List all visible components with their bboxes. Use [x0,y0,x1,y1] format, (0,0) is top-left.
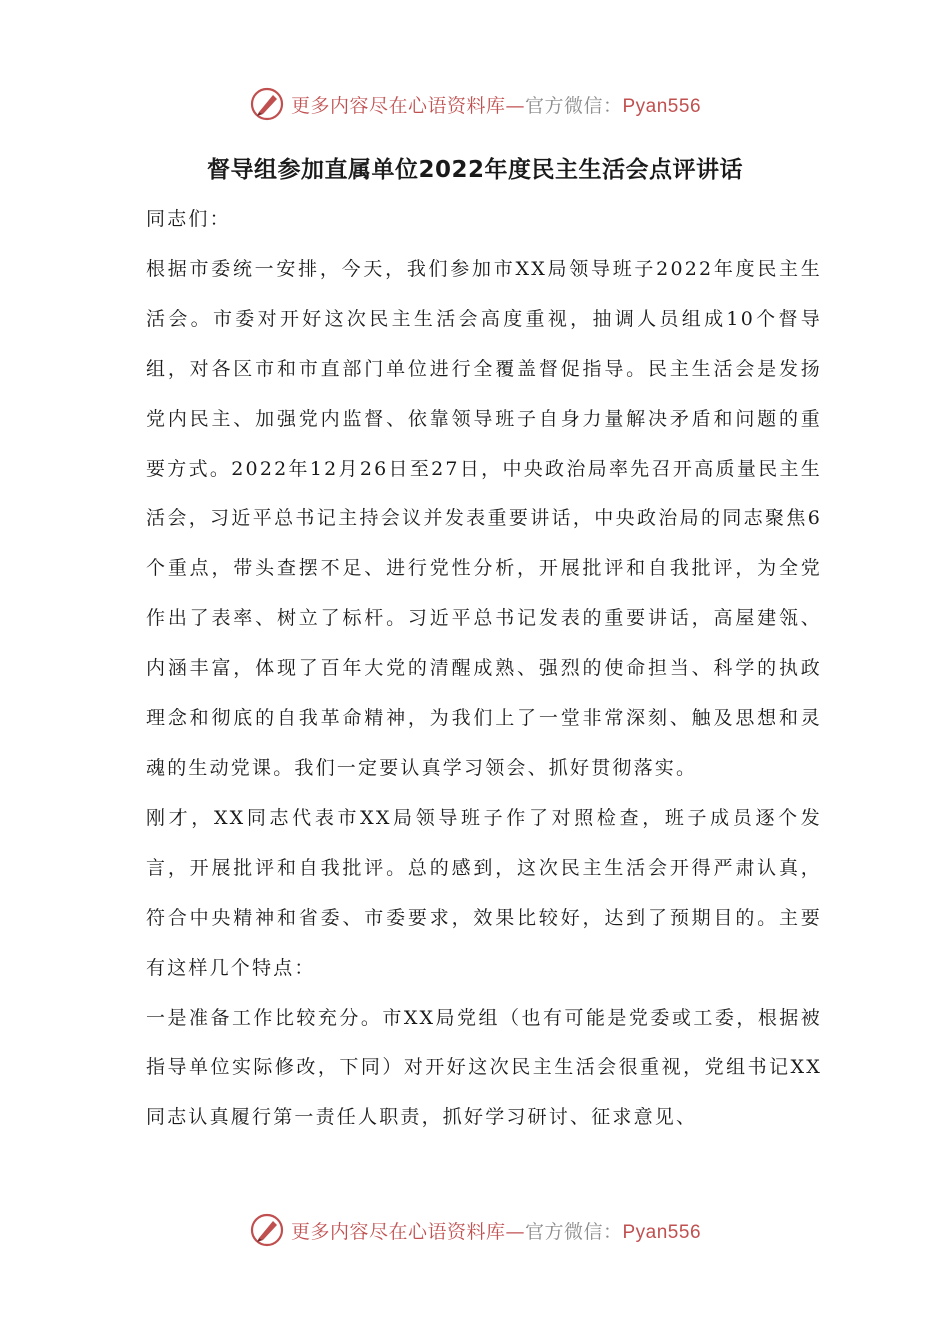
watermark-wechat-id: Pyan556 [622,1221,702,1243]
watermark-wechat-label: 官方微信： [524,1220,623,1243]
paragraph-point-one: 一是准备工作比较充分。市XX局党组（也有可能是党委或工委，根据被指导单位实际修改，下同）对开好这次民主生活会很重视，党组书记XX同志认真履行第一责任人职责，抓好学习研讨、征求意见、 [146,1006,822,1129]
watermark-content [249,86,701,122]
watermark-main: 更多内容尽在心语资料库 [290,1220,506,1243]
watermark-main: 更多内容尽在心语资料库 [290,94,506,117]
watermark-wechat-id: Pyan556 [622,95,702,117]
watermark-text [291,91,701,118]
watermark-footer [0,1210,950,1250]
watermark-dash: — [505,94,525,117]
watermark-header [0,84,950,124]
pen-logo-icon [249,86,285,122]
paragraph-intro: 根据市委统一安排，今天，我们参加市XX局领导班子2022年度民主生活会。市委对开好这次民主生活会高度重视，抽调人员组成10个督导组，对各区市和市直部门单位进行全覆盖督促指导。民主生活会是发扬党内民主、加强党内监督、依靠领导班子自身力量解决矛盾和问题的重要方式。2022年12月26日至27日，中央政治局率先召开高质量民主生活会，习近平总书记主持会议并发表重要讲话，中央政治局的同志聚焦6个重点，带头查摆不足、进行党性分析，开展批评和自我批评，为全党作出了表率、树立了标杆。习近平总书记发表的重要讲话，高屋建瓴、内涵丰富，体现了百年大党的清醒成熟、强烈的使命担当、科学的执政理念和彻底的自我革命精神，为我们上了一堂非常深刻、触及思想和灵魂的生动党课。我们一定要认真学习领会、抓好贯彻落实。 [146,257,822,779]
watermark-text [291,1217,701,1244]
watermark-wechat-label: 官方微信： [524,94,623,117]
watermark-dash: — [505,1220,525,1243]
watermark-content [249,1212,701,1248]
paragraph-assessment: 刚才，XX同志代表市XX局领导班子作了对照检查，班子成员逐个发言，开展批评和自我批评。总的感到，这次民主生活会开得严肃认真，符合中央精神和省委、市委要求，效果比较好，达到了预期目的。主要有这样几个特点： [146,806,822,979]
pen-logo-icon [249,1212,285,1248]
paragraph-salutation: 同志们： [146,208,231,230]
document-title: 督导组参加直属单位2022年度民主生活会点评讲话 [206,157,743,183]
document-body [146,195,822,1143]
